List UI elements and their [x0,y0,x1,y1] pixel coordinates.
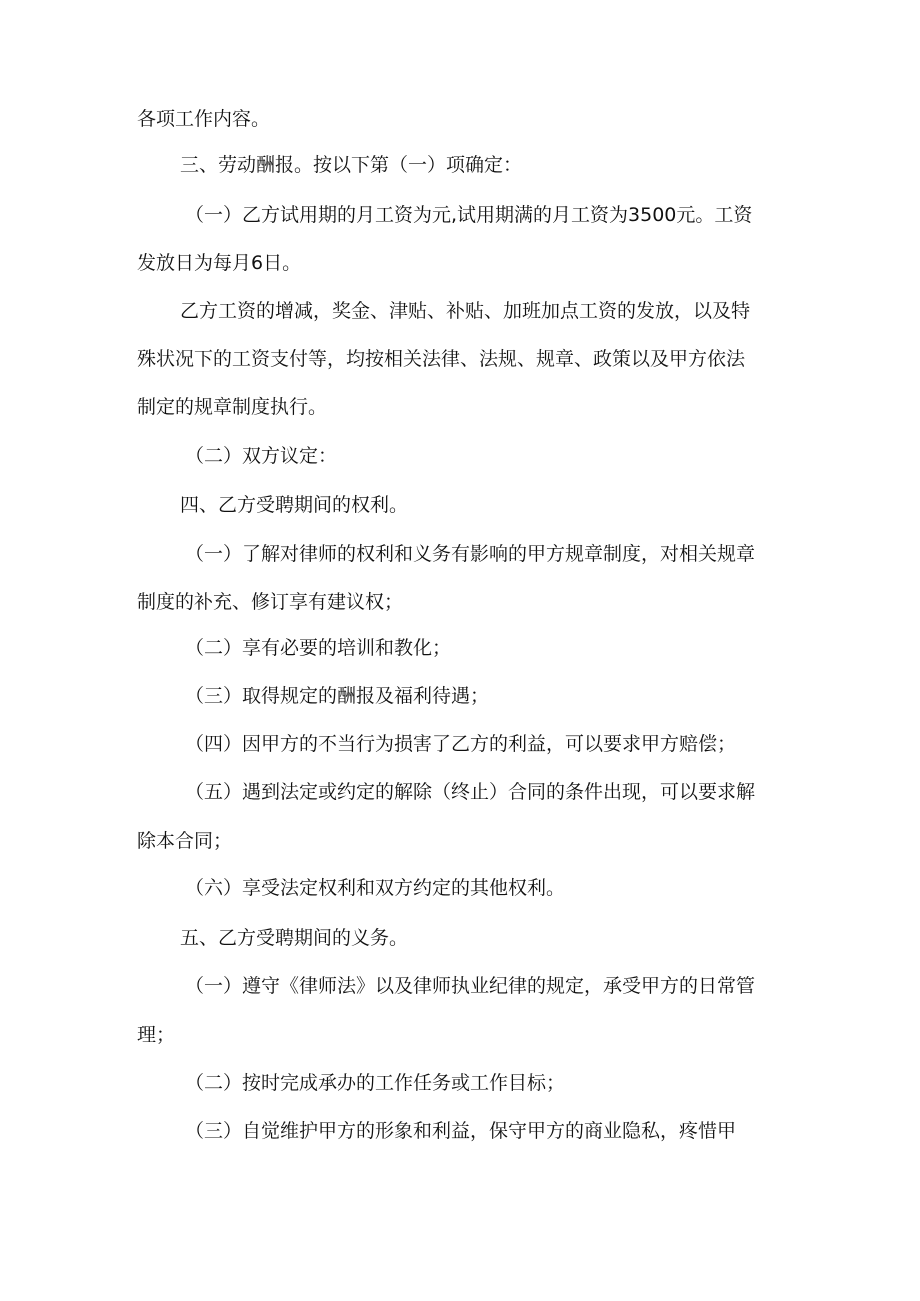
text-line: （三）取得规定的酬报及福利待遇； [185,685,490,707]
section-heading: 三、劳动酬报。按以下第（一）项确定： [180,154,523,176]
text-line: 殊状况下的工资支付等，均按相关法律、法规、规章、政策以及甲方依法 [137,348,746,370]
text-line: （四）因甲方的不当行为损害了乙方的利益，可以要求甲方赔偿； [185,733,737,755]
section-heading: 四、乙方受聘期间的权利。 [180,494,409,516]
text-line: 制定的规章制度执行。 [137,396,328,418]
text-line: 各项工作内容。 [137,108,271,130]
section-heading: 五、乙方受聘期间的义务。 [180,927,409,949]
text-line: （一）乙方试用期的月工资为元,试用期满的月工资为3500元。工资 [185,204,753,226]
text-line: （三）自觉维护甲方的形象和利益，保守甲方的商业隐私，疼惜甲 [185,1120,737,1142]
text-line: 除本合同； [137,830,233,852]
text-line: （一）遵守《律师法》以及律师执业纪律的规定，承受甲方的日常管 [185,975,756,997]
text-line: 理； [137,1024,176,1046]
text-line: （二）享有必要的培训和教化； [185,637,452,659]
text-line: （六）享受法定权利和双方约定的其他权利。 [185,877,566,899]
text-line: （五）遇到法定或约定的解除（终止）合同的条件出现，可以要求解 [185,781,756,803]
text-line: （一）了解对律师的权利和义务有影响的甲方规章制度，对相关规章 [185,543,756,565]
text-line: （二）双方议定： [185,445,338,467]
text-line: 乙方工资的增减，奖金、津贴、补贴、加班加点工资的发放，以及特 [180,300,751,322]
text-line: 发放日为每月6日。 [137,252,302,274]
text-line: （二）按时完成承办的工作任务或工作目标； [185,1072,566,1094]
text-line: 制度的补充、修订享有建议权； [137,591,404,613]
